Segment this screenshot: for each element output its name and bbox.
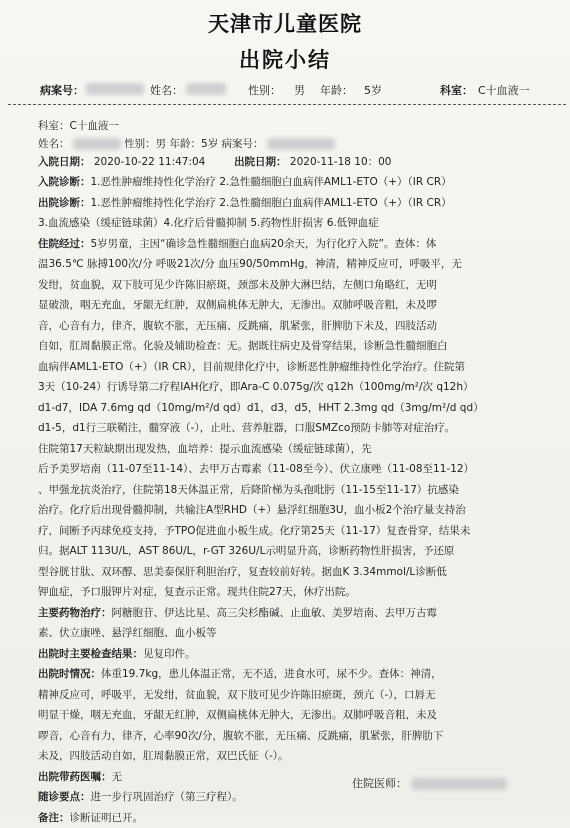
body-line: 3天（10-24）行诱导第二疗程IAH化疗，即Ara-C 0.075g/次 q12h（100mg/m²/次 q12h） (38, 377, 558, 398)
physician-name-redacted (411, 778, 507, 790)
sex-label: 性别： (248, 82, 281, 98)
body-line: 备注：诊断证明已开。 (38, 808, 558, 828)
header-row (0, 82, 570, 106)
body-line: 出院诊断：1.恶性肿瘤维持性化学治疗 2.急性髓细胞白血病伴AML1-ETO（+）（IR CR） (38, 193, 558, 214)
body-line: 型谷胱甘肽、双环醇、思美泰保肝利胆治疗，复查较前好转。据血K 3.34mmol/L诊断低 (38, 562, 558, 583)
header-divider (8, 104, 566, 105)
body-line: 住院经过：5岁男童，主因“确诊急性髓细胞白血病20余天，为行化疗入院”。查体：体 (38, 234, 558, 255)
body-line: 未及，四肢活动自如，肛周黏膜正常，双巴氏征（-）。 (38, 746, 558, 767)
dates-line (38, 156, 392, 169)
body-line: 出院带药医嘱：无 (38, 767, 558, 788)
summary-body (38, 172, 558, 828)
body-line: 出院时主要检查结果：见复印件。 (38, 644, 558, 665)
case-no-label: 病案号： (40, 82, 84, 98)
body-line: d1-d7，IDA 7.6mg qd（10mg/m²/d qd）d1，d3，d5，HHT 2.3mg qd（3mg/m²/d qd） (38, 398, 558, 419)
discharge-label: 出院日期： (234, 156, 287, 168)
body-line: 归。据ALT 113U/L，AST 86U/L，r-GT 326U/L示明显升高，诊断药物性肝损害，予还原 (38, 541, 558, 562)
admit-date: 2020-10-22 11:47:04 (94, 156, 206, 168)
name-label: 姓名： (150, 82, 183, 98)
dept-label: 科室： (440, 82, 473, 98)
body-line: 住院第17天粒缺期出现发热，血培养：提示血流感染（缓症链球菌），先 (38, 439, 558, 460)
admit-label: 入院日期： (38, 156, 91, 168)
body-line: 素、伏立康唑、悬浮红细胞、血小板等 (38, 623, 558, 644)
case-no-redacted-2 (267, 138, 335, 150)
physician-signature (352, 775, 507, 791)
body-line: 疗，间断予丙球免疫支持，予TPO促进血小板生成。化疗第25天（11-17）复查骨穿，结果未 (38, 521, 558, 542)
body-line: 温36.5℃ 脉搏100次/分 呼吸21次/分 血压90/50mmHg，神清，精神反应可，呼吸平，无 (38, 254, 558, 275)
body-line: 钾血症，予口服钾片对症，复查示正常。现共住院27天，休疗出院。 (38, 582, 558, 603)
body-line: 明显干燥，咽无充血，牙龈无红肿，双侧扁桃体无肿大，无渗出。双肺呼吸音粗，未及 (38, 705, 558, 726)
body-line: 精神反应可，呼吸平，无发绀，贫血貌，双下肢可见少许陈旧瘀斑，颈亢（-），口唇无 (38, 685, 558, 706)
name-label-2: 姓名： (38, 138, 70, 150)
hospital-name: 天津市儿童医院 (0, 8, 570, 38)
body-line: 显破溃，咽无充血，牙龈无红肿，双侧扁桃体无肿大，无渗出。双肺呼吸音粗，未及啰 (38, 295, 558, 316)
body-line: 主要药物治疗：阿糖胞苷、伊达比星、高三尖杉酯碱、止血敏、美罗培南、去甲万古霉 (38, 603, 558, 624)
discharge-date: 2020-11-18 10：00 (290, 156, 392, 168)
physician-label: 住院医师： (352, 777, 407, 790)
body-line: 、甲强龙抗炎治疗，住院第18天体温正常，后降阶梯为头孢吡肟（11-15至11-17）抗感染 (38, 480, 558, 501)
body-line: 啰音，心音有力，律齐，心率90次/分，腹软不胀，无压痛、反跳痛，肌紧张，肝脾肋下 (38, 726, 558, 747)
sex-age-case: 性别：男 年龄：5岁 病案号： (124, 138, 263, 150)
body-line: 血病伴AML1-ETO（+）（IR CR），目前规律化疗中，诊断恶性肿瘤维持性化学治疗。住院第 (38, 357, 558, 378)
body-line: 自如，肛周黏膜正常。化验及辅助检查：无。据既往病史及骨穿结果，诊断急性髓细胞白 (38, 336, 558, 357)
dept-value: C十血液一 (478, 82, 530, 98)
age-label: 年龄： (320, 82, 353, 98)
sex-value: 男 (294, 82, 305, 98)
age-value: 5岁 (364, 82, 382, 98)
document-title: 出院小结 (0, 44, 570, 74)
body-line: 音，心音有力，律齐，腹软不胀，无压痛、反跳痛，肌紧张，肝脾肋下未及，四肢活动 (38, 316, 558, 337)
body-line: 治疗。化疗后出现骨髓抑制，共输注A型RHD（+）悬浮红细胞3U，血小板2个治疗量支持治 (38, 500, 558, 521)
patient-line (38, 138, 335, 151)
body-line: 随诊要点：进一步行巩固治疗（第三疗程）。 (38, 787, 558, 808)
body-line: 3.血流感染（缓症链球菌）4.化疗后骨髓抑制 5.药物性肝损害 6.低钾血症 (38, 213, 558, 234)
body-line: d1-5，d1行三联鞘注，髓穿液（-），止吐、营养脏器，口服SMZco预防卡肺等对症治疗。 (38, 418, 558, 439)
body-line: 出院时情况：体重19.7kg，患儿体温正常，无不适，进食水可，尿不少。查体：神清， (38, 664, 558, 685)
body-line: 入院诊断：1.恶性肿瘤维持性化学治疗 2.急性髓细胞白血病伴AML1-ETO（+）（IR CR） (38, 172, 558, 193)
dept-line: 科室：C十血液一 (38, 120, 119, 133)
name-redacted-2 (73, 138, 121, 150)
body-line: 发绀，贫血貌，双下肢可见少许陈旧瘀斑，颈部未及肿大淋巴结，左侧口角略红，无明 (38, 275, 558, 296)
body-line: 后予美罗培南（11-07至11-14）、去甲万古霉素（11-08至今）、伏立康唑（11-08至11-12） (38, 459, 558, 480)
